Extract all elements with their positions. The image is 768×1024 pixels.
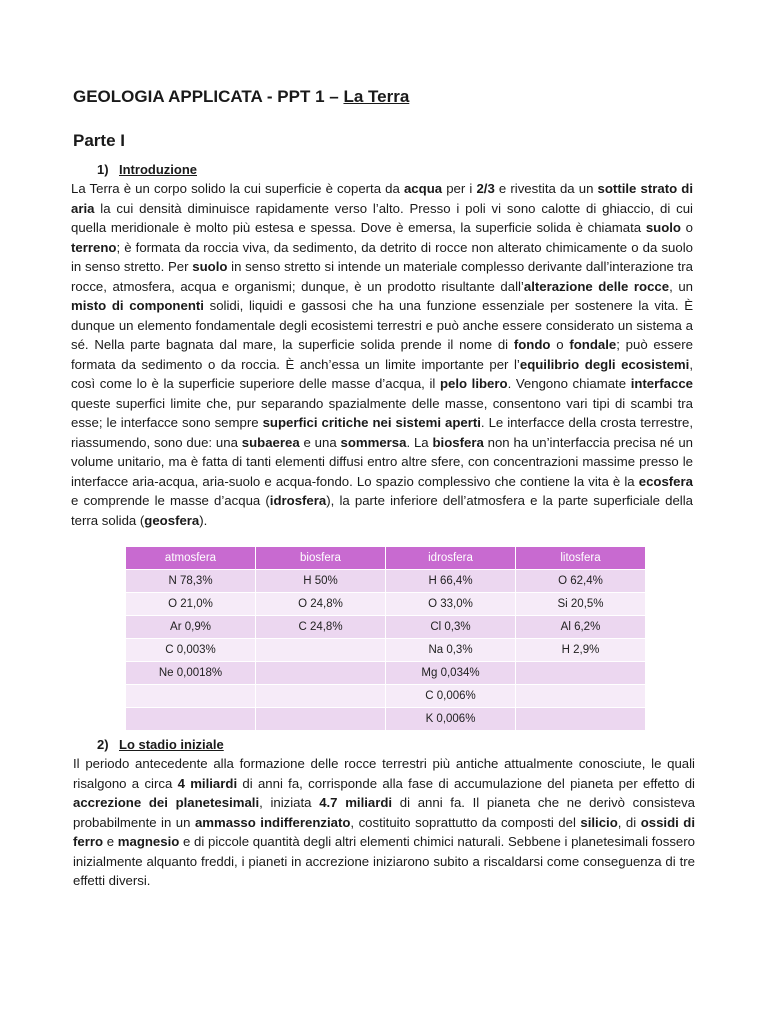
table-cell: Al 6,2% [516, 616, 646, 639]
section-heading-introduzione [97, 162, 197, 177]
title-underlined: La Terra [343, 87, 410, 106]
table-cell [516, 708, 646, 731]
bold-term: sottile strato di aria [71, 181, 693, 216]
table-cell: O 62,4% [516, 570, 646, 593]
table-cell: K 0,006% [386, 708, 516, 731]
bold-term: pelo libero [439, 376, 508, 391]
table-cell: O 33,0% [386, 593, 516, 616]
table-cell: C 0,006% [386, 685, 516, 708]
text-run: e rivestita da un [494, 181, 598, 196]
bold-term: alterazione delle rocce [523, 278, 670, 294]
paragraph-stadio-iniziale [73, 754, 695, 891]
bold-term: fondo [513, 337, 551, 352]
text-run: la cui densità diminuisce rapidamente verso l’alto. Presso i poli vi sono calotte di ghiaccio, di cui quella meridionale è molto più estesa e spessa. Dove è emersa, la superficie solida è chiamata [71, 200, 693, 235]
bold-term: suolo [645, 220, 681, 235]
section-number: 2) [97, 737, 109, 752]
bold-term: ecosfera [638, 473, 693, 489]
text-run: ), la parte inferiore dell’atmosfera e la parte superficiale della terra solida ( [71, 493, 693, 528]
table-cell [516, 662, 646, 685]
text-run: per i [442, 181, 477, 196]
table-cell: Cl 0,3% [386, 616, 516, 639]
table-cell: O 21,0% [126, 593, 256, 616]
section-heading-stadio-iniziale [97, 737, 224, 752]
text-run: La Terra è un corpo solido la cui superficie è coperta da [71, 181, 404, 196]
text-run: queste superfici limite che, pur separando spazialmente delle masse, consentono vari tipi di scambi tra esse; le interfacce sono sempre [71, 395, 693, 430]
paragraph-introduzione [71, 179, 693, 530]
header-idrosfera: idrosfera [386, 547, 516, 570]
table-cell [516, 685, 646, 708]
table-header-row [126, 547, 646, 570]
header-litosfera: litosfera [516, 547, 646, 570]
bold-term: terreno [71, 239, 117, 255]
table-cell: C 24,8% [256, 616, 386, 639]
text-run: e comprende le masse d’acqua ( [71, 493, 270, 508]
table-row [126, 570, 646, 593]
header-biosfera: biosfera [256, 547, 386, 570]
text-run: e una [299, 434, 341, 450]
title-prefix: GEOLOGIA APPLICATA - PPT 1 – [73, 87, 344, 106]
table-row [126, 708, 646, 731]
table-cell: H 50% [256, 570, 386, 593]
composition-table [125, 546, 646, 731]
part-heading: Parte I [73, 131, 125, 150]
bold-term: idrosfera [269, 493, 327, 508]
header-atmosfera: atmosfera [126, 547, 256, 570]
bold-term: sommersa [340, 434, 407, 450]
table-cell: Na 0,3% [386, 639, 516, 662]
table-cell: Ne 0,0018% [126, 662, 256, 685]
table-cell: O 24,8% [256, 593, 386, 616]
bold-term: fondale [569, 337, 617, 352]
table-cell [126, 708, 256, 731]
bold-term: superfici critiche nei sistemi aperti [262, 415, 481, 430]
text-run: ; può essere formata da sedimento o da roccia. È anch’essa un limite importante per l’ [71, 337, 693, 372]
text-run: di anni fa, corrisponde alla fase di accumulazione del pianeta per effetto di [237, 775, 695, 791]
bold-term: silicio [580, 814, 618, 830]
section-title: Lo stadio iniziale [119, 737, 224, 752]
text-run: o [680, 220, 693, 235]
text-run: e di piccole quantità degli altri elementi chimici naturali. Sebbene i planetesimali fossero inizialmente alquanto freddi, i pianeti in accrezione iniziarono subito a riscaldarsi come conseguenza di tre effetti diversi. [73, 834, 695, 888]
table-cell [256, 708, 386, 731]
section-title: Introduzione [119, 162, 197, 177]
table-row [126, 662, 646, 685]
bold-term: interfacce [630, 376, 693, 391]
text-run: Il periodo antecedente alla formazione delle rocce terrestri più antiche attualmente conosciute, le quali risalgono a circa [73, 756, 695, 791]
text-run: . La [406, 434, 433, 450]
bold-term: equilibrio degli ecosistemi [519, 356, 690, 372]
text-run: , di [617, 814, 641, 830]
bold-term: suolo [192, 259, 228, 274]
table-row [126, 685, 646, 708]
table-cell: C 0,003% [126, 639, 256, 662]
text-run: solidi, liquidi e gassosi che ha una funzione essenziale per sostenere la vita. È dunque un elemento fondamentale degli ecosistemi terrestri e può anche essere considerato un sistema a sé. Nella parte bagnata dal mare, la superficie solida prende il nome di [71, 298, 693, 352]
text-run: in senso stretto si intende un materiale complesso derivante dall’interazione tra rocce, atmosfera, acqua e organismi; dunque, è un prodotto risultante dall’ [71, 259, 693, 294]
table-cell: Ar 0,9% [126, 616, 256, 639]
table-cell: H 66,4% [386, 570, 516, 593]
text-run: o [550, 337, 570, 352]
text-run: ). [199, 512, 208, 528]
table-cell: Si 20,5% [516, 593, 646, 616]
table-cell [256, 639, 386, 662]
text-run: , un [669, 278, 693, 294]
text-run: e [103, 834, 118, 849]
table-cell: Mg 0,034% [386, 662, 516, 685]
bold-term: ossidi di ferro [73, 814, 695, 849]
table-cell: N 78,3% [126, 570, 256, 593]
table-row [126, 616, 646, 639]
bold-term: subaerea [241, 434, 300, 450]
bold-term: magnesio [117, 834, 180, 849]
bold-term: ammasso indifferenziato [194, 814, 351, 830]
bold-term: 4 miliardi [177, 775, 238, 791]
text-run: di anni fa. Il pianeta che ne derivò consisteva probabilmente in un [73, 795, 695, 830]
text-run: . Le interfacce della crosta terrestre, riassumendo, sono due: una [71, 415, 693, 450]
table-cell [256, 685, 386, 708]
section-number: 1) [97, 162, 109, 177]
text-run: . Vengono chiamate [507, 376, 631, 391]
text-run: , così come lo è la superficie superiore delle masse d’acqua, il [71, 356, 693, 391]
text-run: ; è formata da roccia viva, da sedimento, da detrito di rocce non alterato chimicamente o da suolo in senso stretto. Per [71, 239, 693, 274]
document-title [73, 87, 409, 107]
text-run: , iniziata [259, 795, 320, 810]
bold-term: 2/3 [476, 181, 495, 196]
bold-term: accrezione dei planetesimali [73, 795, 260, 810]
table-cell [256, 662, 386, 685]
table-cell [126, 685, 256, 708]
text-run: , costituito soprattutto da composti del [350, 814, 581, 830]
bold-term: misto di componenti [71, 298, 204, 313]
bold-term: 4.7 miliardi [319, 795, 393, 810]
table-cell: H 2,9% [516, 639, 646, 662]
bold-term: geosfera [144, 512, 200, 528]
bold-term: acqua [403, 181, 443, 196]
table-row [126, 593, 646, 616]
table-row [126, 639, 646, 662]
text-run: non ha un’interfaccia precisa né un volume unitario, ma è fatta di tanti elementi diffusi entro altre sfere, con concentrazioni massime presso le interfacce aria-acqua, aria-suolo e acqua-fondo. Lo spazio complessivo che contiene la vita è la [71, 434, 693, 489]
bold-term: biosfera [432, 434, 484, 450]
